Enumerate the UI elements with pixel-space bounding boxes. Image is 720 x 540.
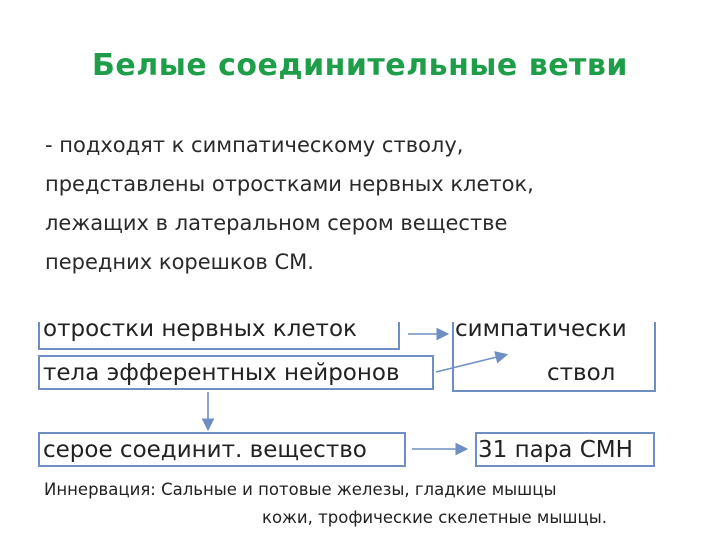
paragraph-line: передних корешков СМ. — [45, 250, 314, 274]
paragraph-line: лежащих в латеральном сером веществе — [45, 211, 508, 235]
node-efferent-neurons: тела эфферентных нейронов — [43, 360, 400, 386]
footer-line-2: кожи, трофические скелетные мышцы. — [262, 508, 607, 527]
footer-line-1: Иннервация: Сальные и потовые железы, гладкие мышцы — [44, 480, 557, 499]
node-sympathetic-trunk-line2: ствол — [547, 360, 616, 386]
slide-title: Белые соединительные ветви — [92, 48, 628, 83]
node-nerve-cell-processes: отростки нервных клеток — [43, 316, 357, 342]
arrow-neurons-to-trunk — [436, 355, 505, 372]
node-gray-ramus: серое соединит. вещество — [43, 437, 367, 463]
node-spinal-nerves: 31 пара СМН — [478, 437, 633, 463]
node-sympathetic-trunk-line1: симпатически — [455, 316, 627, 342]
paragraph-line: - подходят к симпатическому стволу, — [45, 133, 464, 157]
paragraph-line: представлены отростками нервных клеток, — [45, 172, 534, 196]
